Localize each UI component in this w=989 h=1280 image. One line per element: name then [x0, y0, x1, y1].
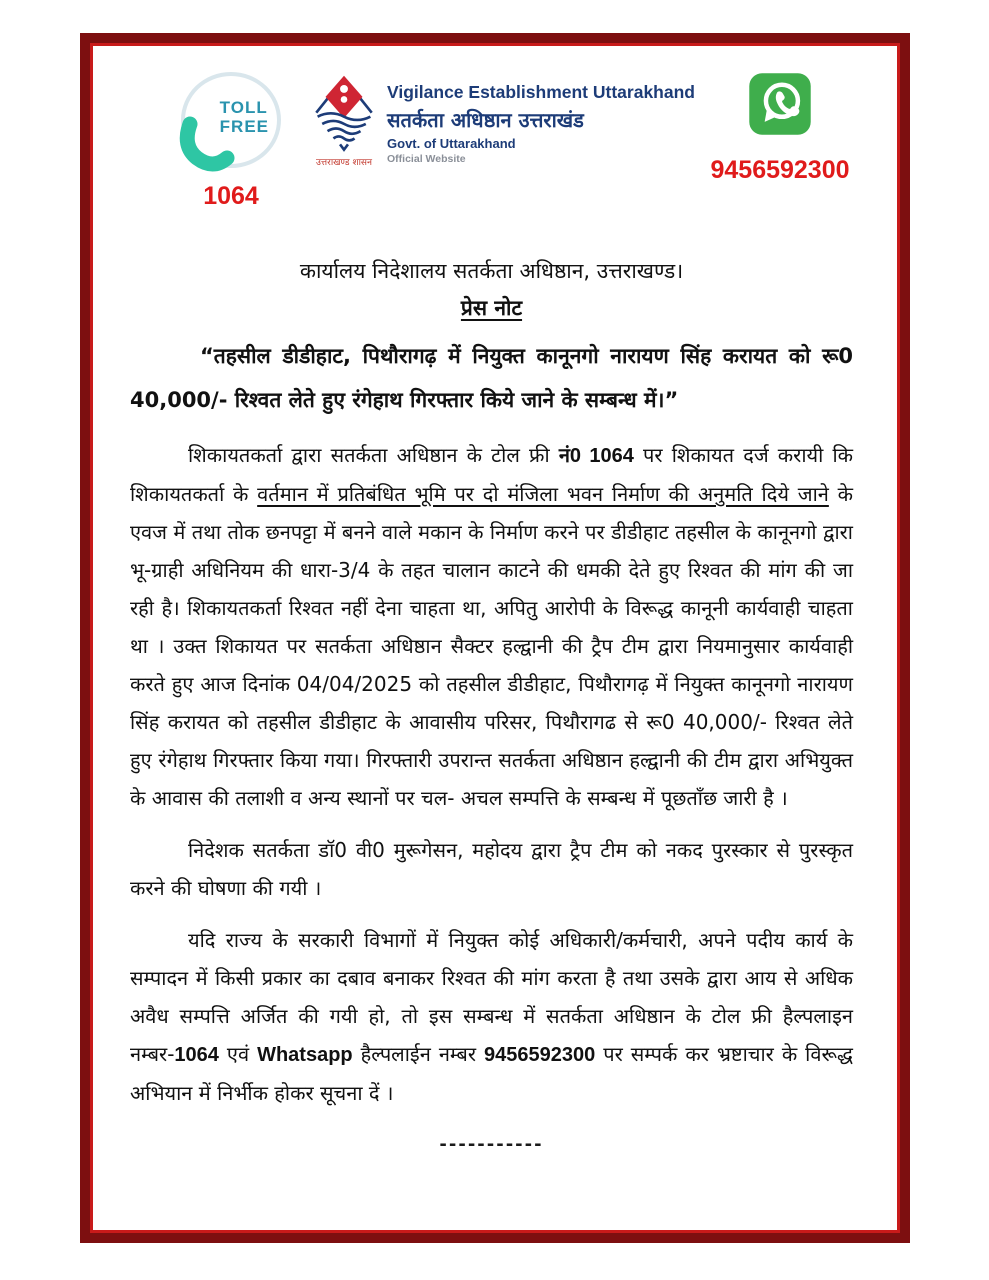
- toll-free-label: TOLL FREE: [219, 98, 269, 136]
- org-website-line: Official Website: [387, 153, 466, 165]
- org-govt-line: Govt. of Uttarakhand: [387, 136, 516, 151]
- org-logo-block: [311, 74, 695, 168]
- org-title-hi: सतर्कता अधिष्ठान उत्तराखंड: [387, 108, 584, 132]
- para3-whatsapp-word: Whatsapp: [257, 1044, 353, 1066]
- para1-text: शिकायतकर्ता द्वारा सतर्कता अधिष्ठान के टोल फ्री: [188, 443, 559, 467]
- para2-text: निदेशक सतर्कता डॉ0 वी0 मुरूगेसन, महोदय द्वारा ट्रैप टीम को नकद पुरस्कार से पुरस्कृत करने की घोषणा की गयी ।: [130, 838, 853, 900]
- closing-dashes: -----------: [439, 1134, 544, 1155]
- paragraph-reward: [130, 831, 853, 907]
- whatsapp-icon: [748, 72, 812, 136]
- para3-whatsapp-number: 9456592300: [484, 1044, 596, 1066]
- subject-line: “तहसील डीडीहाट, पिथौरागढ़ में नियुक्त कानूनगो नारायण सिंह करायत को रू0 40,000/- रिश्वत लेते हुए रंगेहाथ गिरफ्तार किये जाने के सम्बन्ध में।”: [130, 344, 853, 412]
- paragraph-appeal: [130, 921, 853, 1112]
- para3-text: एवं: [218, 1042, 258, 1066]
- para3-text: यदि राज्य के सरकारी विभागों में नियुक्त कोई अधिकारी/कर्मचारी, अपने पदीय कार्य के सम्पादन में किसी प्रकार का दबाव बनाकर रिश्वत की मांग करता है तथा उसके द्वारा आय से अधिक अवैध सम्पत्ति अर्जित की गयी हो, तो इस सम्बन्ध में सतर्कता अधिष्ठान के टोल फ्री हैल्पलाइन नम्बर-: [130, 928, 853, 1066]
- para3-text: हैल्पलाईन नम्बर: [352, 1042, 485, 1066]
- para1-tollfree-number: नं0 1064: [558, 445, 634, 467]
- emblem-block: [311, 74, 377, 168]
- page-content-area: [90, 43, 900, 1233]
- uttarakhand-emblem-icon: [311, 74, 377, 154]
- org-title-en: Vigilance Establishment Uttarakhand: [387, 82, 695, 102]
- para1-text: पर शिकायत दर्ज करायी कि शिकायतकर्ता के: [130, 443, 853, 506]
- para3-text: पर सम्पर्क कर भ्रष्टाचार के विरूद्ध अभियान में निर्भीक होकर सूचना दें ।: [130, 1042, 853, 1105]
- press-note-body: [93, 257, 897, 1155]
- phone-handset-icon: [175, 108, 241, 174]
- letterhead: [93, 46, 897, 211]
- toll-free-number: 1064: [203, 182, 259, 210]
- toll-free-block: [171, 72, 291, 211]
- para3-helpline-number: 1064: [174, 1044, 219, 1066]
- page-border-frame: [80, 33, 910, 1243]
- org-text-block: [387, 74, 695, 165]
- office-title: कार्यालय निदेशालय सतर्कता अधिष्ठान, उत्तराखण्ड।: [299, 259, 684, 283]
- whatsapp-number: 9456592300: [710, 156, 850, 184]
- whatsapp-block: [710, 72, 850, 185]
- para1-underlined-phrase: वर्तमान में प्रतिबंधित भूमि पर दो मंजिला भवन निर्माण की अनुमति दिये जाने: [257, 482, 829, 506]
- toll-free-icon: [181, 72, 281, 168]
- emblem-caption: उत्तराखण्ड शासन: [316, 158, 373, 168]
- paragraph-complaint: [130, 436, 853, 817]
- para1-text: के एवज में तथा तोक छनपट्टा में बनने वाले मकान के निर्माण करने पर डीडीहाट तहसील के कानूनगो द्वारा भू-ग्राही अधिनियम की धारा-3/4 के तहत चालान काटने की धमकी देते हुए रिश्वत की मांग की जा रही है। शिकायतकर्ता रिश्वत नहीं देना चाहता था, अपितु आरोपी के विरूद्ध कानूनी कार्यवाही चाहता था । उक्त शिकायत पर सतर्कता अधिष्ठान सैक्टर हल्द्वानी की ट्रैप टीम द्वारा नियमानुसार कार्यवाही करते हुए आज दिनांक 04/04/2025 को तहसील डीडीहाट, पिथौरागढ़ में नियुक्त कानूनगो नारायण सिंह करायत को तहसील डीडीहाट के आवासीय परिसर, पिथौरागढ से रू0 40,000/- रिश्वत लेते हुए रंगेहाथ गिरफ्तार किया गया। गिरफ्तारी उपरान्त सतर्कता अधिष्ठान हल्द्वानी की टीम द्वारा अभियुक्त के आवास की तलाशी व अन्य स्थानों पर चल- अचल सम्पत्ति के सम्बन्ध में पूछताँछ जारी है ।: [130, 482, 853, 810]
- press-note-heading: प्रेस नोट: [460, 296, 523, 320]
